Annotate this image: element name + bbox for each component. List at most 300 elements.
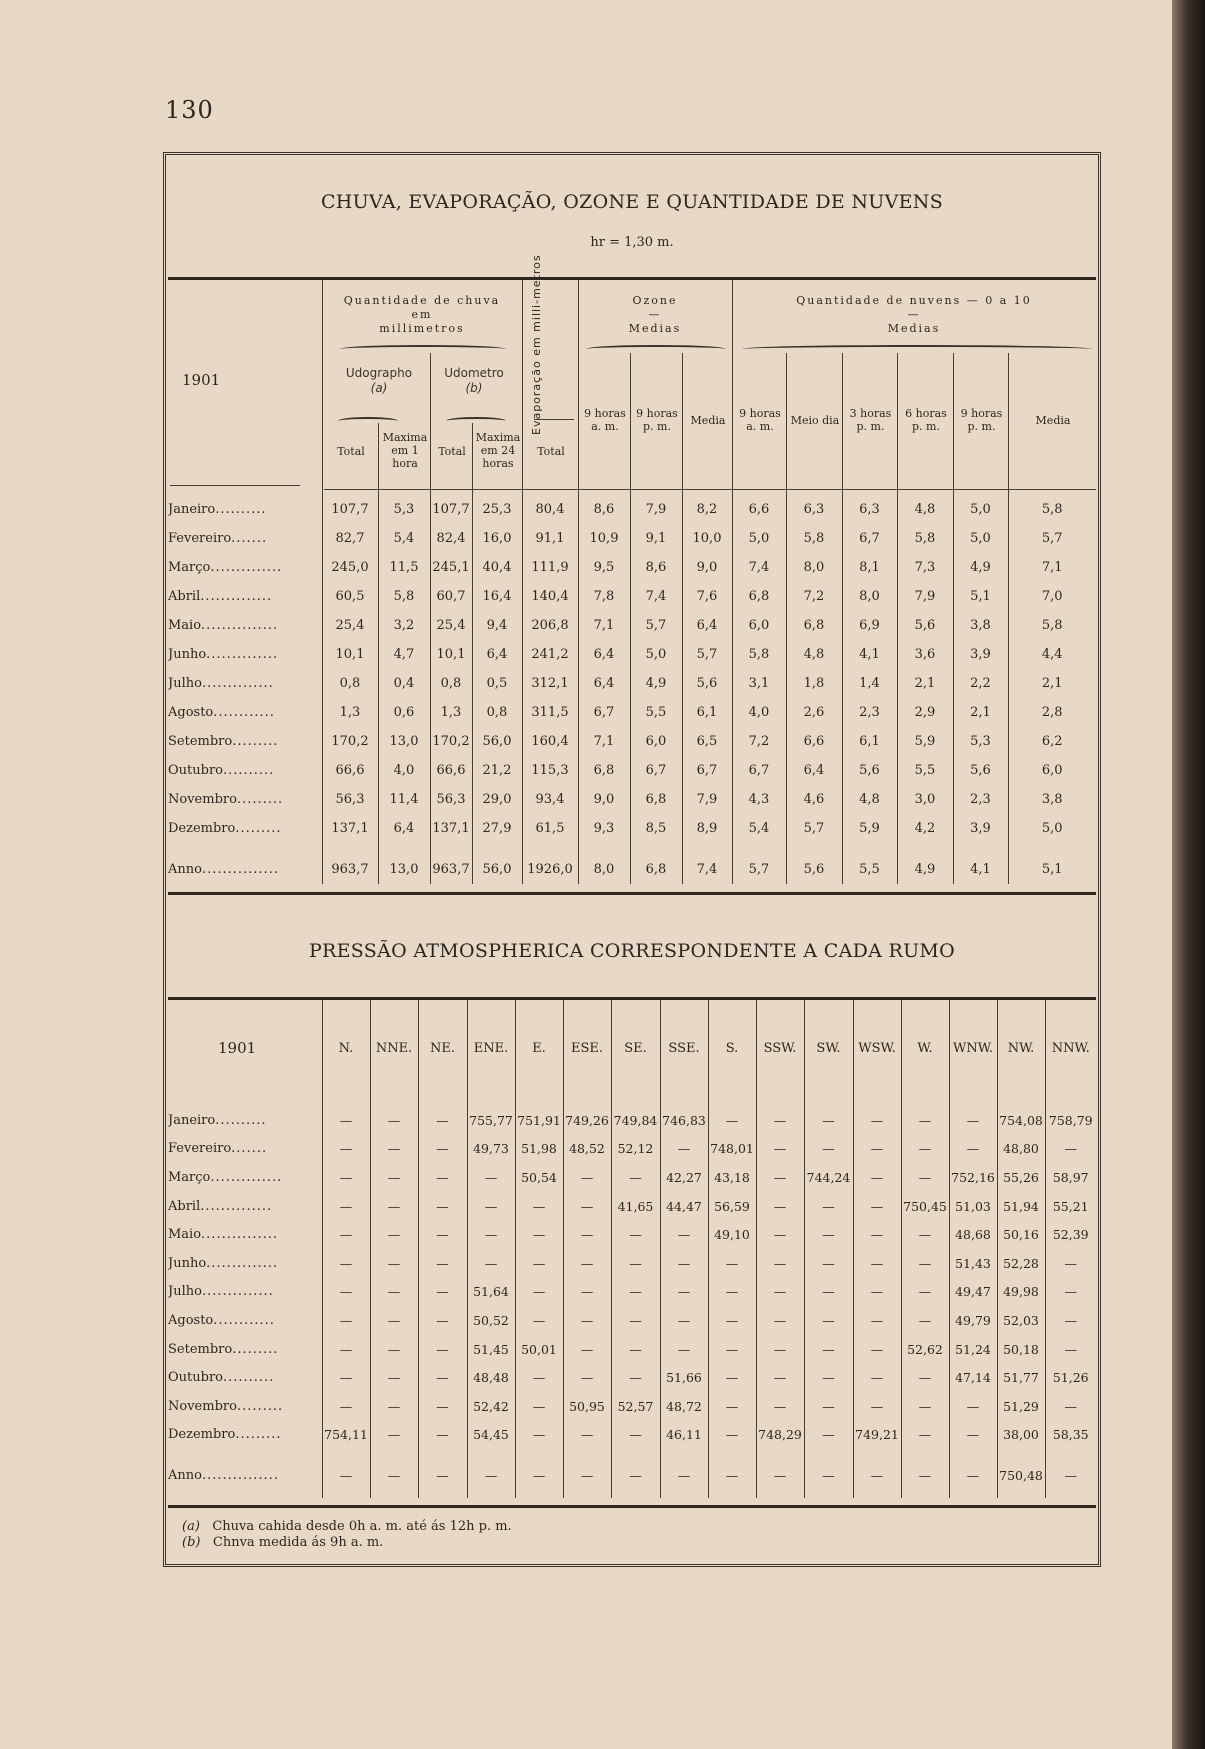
table-cell: 6,7: [630, 756, 682, 785]
row-label: Novembro.........: [168, 1398, 284, 1414]
table-cell: 5,7: [786, 814, 842, 843]
row-label: Junho..............: [168, 647, 279, 662]
table-row: [168, 1106, 1096, 1135]
table-cell: 4,2: [897, 814, 953, 843]
month-name: Novembro: [168, 792, 237, 807]
table-cell: —: [949, 1106, 997, 1135]
table-cell: —: [1045, 1278, 1096, 1307]
direction-header: SW.: [804, 1000, 853, 1096]
table-cell: 8,0: [842, 582, 897, 611]
table-cell: 4,4: [1008, 640, 1096, 669]
table-cell: 750,45: [901, 1192, 949, 1221]
table-cell: —: [901, 1421, 949, 1450]
header-udometro-note: (b): [465, 381, 483, 395]
table-cell: 0,8: [430, 669, 472, 698]
pressure-data-table: [168, 1096, 1096, 1498]
table-cell: —: [756, 1192, 804, 1221]
table-cell: 2,1: [1008, 669, 1096, 698]
table-cell: —: [370, 1392, 418, 1421]
table-row: [168, 1306, 1096, 1335]
header-quantidade-chuva: Quantidade de chuva: [343, 294, 501, 307]
direction-header: SSE.: [660, 1000, 708, 1096]
table-cell: 2,8: [1008, 698, 1096, 727]
table-cell: 6,0: [732, 611, 786, 640]
table-cell: 7,8: [578, 582, 630, 611]
table-cell: —: [804, 1106, 853, 1135]
table-cell: 6,7: [732, 756, 786, 785]
table-cell: 4,9: [897, 855, 953, 884]
table-cell: 10,9: [578, 524, 630, 553]
table-cell: 2,1: [953, 698, 1008, 727]
table-cell: 52,57: [611, 1392, 660, 1421]
table-cell: 2,2: [953, 669, 1008, 698]
row-label: Abril..............: [168, 589, 273, 604]
pressure-section-bottom-rule: [168, 1505, 1096, 1508]
row-label: Janeiro..........: [168, 502, 267, 517]
table-cell: —: [563, 1163, 611, 1192]
table-cell: 4,0: [732, 698, 786, 727]
row-label: Outubro..........: [168, 1370, 275, 1386]
table-cell: 4,1: [842, 640, 897, 669]
table-cell: —: [370, 1106, 418, 1135]
table-cell: 52,03: [997, 1306, 1045, 1335]
row-label: Fevereiro.......: [168, 531, 268, 546]
header-ozone-media: Media: [690, 414, 726, 427]
table-cell: —: [1045, 1135, 1096, 1164]
table-cell: —: [370, 1278, 418, 1307]
table-cell: 7,2: [786, 582, 842, 611]
table-cell: —: [804, 1335, 853, 1364]
table-cell: 4,7: [378, 640, 430, 669]
pressure-header-table: [168, 1000, 1096, 1096]
row-label: Setembro.........: [168, 1341, 279, 1357]
table-cell: 6,4: [578, 669, 630, 698]
pressure-section-title: PRESSÃO ATMOSPHERICA CORRESPONDENTE A CADA RUMO: [308, 940, 956, 962]
table-cell: 0,8: [472, 698, 522, 727]
month-name: Junho: [168, 647, 207, 662]
month-name: Março: [168, 560, 211, 575]
table-cell: 5,7: [1008, 524, 1096, 553]
table-cell: —: [853, 1461, 901, 1490]
header-ozone-medias: Medias: [628, 322, 682, 335]
row-label: Junho..............: [168, 1255, 279, 1271]
table-cell: —: [418, 1135, 467, 1164]
table-cell: 6,2: [1008, 727, 1096, 756]
table-cell: —: [563, 1192, 611, 1221]
table-cell: 107,7: [322, 495, 378, 524]
table-cell: 9,0: [682, 553, 732, 582]
table-cell: 6,3: [786, 495, 842, 524]
month-name: Dezembro: [168, 1427, 236, 1443]
table-cell: 50,18: [997, 1335, 1045, 1364]
header-ozone-9am: 9 horas a. m.: [584, 407, 626, 433]
table-cell: 91,1: [522, 524, 578, 553]
table-cell: 755,77: [467, 1106, 515, 1135]
table-cell: 7,2: [732, 727, 786, 756]
table-cell: 9,3: [578, 814, 630, 843]
table-cell: —: [418, 1278, 467, 1307]
table-cell: —: [563, 1278, 611, 1307]
table-cell: —: [370, 1461, 418, 1490]
table-cell: —: [418, 1363, 467, 1392]
table-cell: 44,47: [660, 1192, 708, 1221]
table-cell: —: [660, 1249, 708, 1278]
table-row: [168, 611, 1096, 640]
header-udometro-total: Total: [438, 445, 466, 458]
table-cell: 2,3: [842, 698, 897, 727]
table-cell: 66,6: [322, 756, 378, 785]
month-name: Fevereiro: [168, 1141, 232, 1157]
header-udometro: Udometro: [444, 366, 504, 380]
header-nuvens-9am: 9 horas a. m.: [739, 407, 781, 433]
table-cell: 5,8: [1008, 495, 1096, 524]
header-nuvens-dash: —: [907, 308, 921, 321]
table-cell: —: [563, 1220, 611, 1249]
table-row: [168, 1363, 1096, 1392]
table-cell: —: [1045, 1306, 1096, 1335]
table-row: [168, 1421, 1096, 1450]
table-cell: 754,08: [997, 1106, 1045, 1135]
table-cell: —: [322, 1306, 370, 1335]
table-cell: 51,43: [949, 1249, 997, 1278]
rain-data-table: [168, 495, 1096, 884]
table-cell: 51,26: [1045, 1363, 1096, 1392]
table-cell: 25,3: [472, 495, 522, 524]
table-row: [168, 1135, 1096, 1164]
table-cell: 6,4: [472, 640, 522, 669]
table-cell: —: [418, 1461, 467, 1490]
header-nuvens-medias: Medias: [887, 322, 941, 335]
month-name: Outubro: [168, 763, 223, 778]
table-cell: 4,9: [953, 553, 1008, 582]
table-cell: 60,5: [322, 582, 378, 611]
header-ozone-dash: —: [648, 308, 662, 321]
table-cell: 5,6: [682, 669, 732, 698]
table-cell: 5,6: [953, 756, 1008, 785]
table-cell: 744,24: [804, 1163, 853, 1192]
row-label: Dezembro.........: [168, 1427, 282, 1443]
table-cell: —: [515, 1278, 563, 1307]
row-label: Agosto............: [168, 1312, 275, 1328]
table-cell: —: [708, 1306, 756, 1335]
header-maxima-1h: Maxima em 1 hora: [382, 431, 428, 470]
table-cell: —: [322, 1106, 370, 1135]
footnote-b: (b) Chnva medida ás 9h a. m.: [182, 1535, 384, 1550]
direction-header: W.: [901, 1000, 949, 1096]
table-cell: 8,2: [682, 495, 732, 524]
table-cell: —: [611, 1249, 660, 1278]
table-cell: 6,8: [578, 756, 630, 785]
header-udographo-note: (a): [370, 381, 388, 395]
table-cell: —: [322, 1278, 370, 1307]
table-cell: 245,1: [430, 553, 472, 582]
table-cell: 48,80: [997, 1135, 1045, 1164]
rain-header-top-rule: [168, 277, 1096, 280]
rain-section-title: CHUVA, EVAPORAÇÃO, OZONE E QUANTIDADE DE NUVENS: [320, 191, 944, 213]
direction-header: NNW.: [1045, 1000, 1096, 1096]
direction-header: SSW.: [756, 1000, 804, 1096]
table-cell: 8,6: [578, 495, 630, 524]
month-name: Abril: [168, 1198, 201, 1214]
direction-header: WSW.: [853, 1000, 901, 1096]
table-cell: 16,4: [472, 582, 522, 611]
header-evaporacao: Evaporação em milli-metros: [530, 254, 543, 435]
table-cell: —: [418, 1249, 467, 1278]
month-name: Anno: [168, 1467, 202, 1483]
table-cell: 2,1: [897, 669, 953, 698]
table-cell: 750,48: [997, 1461, 1045, 1490]
table-cell: 746,83: [660, 1106, 708, 1135]
table-cell: —: [515, 1421, 563, 1450]
table-cell: —: [804, 1392, 853, 1421]
table-cell: 6,8: [630, 855, 682, 884]
table-cell: 6,4: [378, 814, 430, 843]
table-cell: 7,9: [682, 785, 732, 814]
table-cell: 7,1: [578, 727, 630, 756]
table-cell: —: [804, 1278, 853, 1307]
table-cell: —: [708, 1363, 756, 1392]
table-row: [168, 1392, 1096, 1421]
month-name: Julho: [168, 1284, 202, 1300]
table-cell: 160,4: [522, 727, 578, 756]
header-ozone-9pm: 9 horas p. m.: [636, 407, 678, 433]
row-label: Março..............: [168, 1169, 283, 1185]
header-nuvens: Quantidade de nuvens — 0 a 10: [796, 294, 1032, 307]
table-cell: 51,64: [467, 1278, 515, 1307]
table-cell: 50,01: [515, 1335, 563, 1364]
table-cell: 43,18: [708, 1163, 756, 1192]
table-cell: —: [418, 1392, 467, 1421]
table-cell: —: [949, 1421, 997, 1450]
header-nuvens-3pm: 3 horas p. m.: [849, 407, 892, 433]
table-cell: —: [467, 1192, 515, 1221]
table-cell: 5,8: [786, 524, 842, 553]
table-cell: 6,0: [1008, 756, 1096, 785]
table-cell: —: [756, 1249, 804, 1278]
table-cell: 4,1: [953, 855, 1008, 884]
row-label: Fevereiro.......: [168, 1141, 268, 1157]
table-cell: 51,77: [997, 1363, 1045, 1392]
table-row: [168, 727, 1096, 756]
row-label: Maio...............: [168, 1227, 279, 1243]
table-cell: 10,1: [430, 640, 472, 669]
table-cell: —: [370, 1306, 418, 1335]
table-cell: 5,0: [953, 524, 1008, 553]
month-name: Junho: [168, 1255, 207, 1271]
table-cell: 1,4: [842, 669, 897, 698]
row-label: Novembro.........: [168, 792, 284, 807]
table-cell: 49,73: [467, 1135, 515, 1164]
header-quantidade-chuva-mm: millimetros: [379, 322, 465, 335]
table-cell: 5,0: [1008, 814, 1096, 843]
table-cell: 25,4: [322, 611, 378, 640]
table-row: [168, 1220, 1096, 1249]
table-cell: 8,0: [786, 553, 842, 582]
table-cell: 5,4: [732, 814, 786, 843]
table-cell: 52,39: [1045, 1220, 1096, 1249]
table-cell: —: [370, 1421, 418, 1450]
table-row: [168, 669, 1096, 698]
table-row: [168, 582, 1096, 611]
table-cell: —: [322, 1163, 370, 1192]
table-cell: 50,95: [563, 1392, 611, 1421]
table-cell: 21,2: [472, 756, 522, 785]
table-cell: 3,9: [953, 640, 1008, 669]
header-nuvens-6pm: 6 horas p. m.: [905, 407, 947, 433]
table-cell: 60,7: [430, 582, 472, 611]
table-cell: 5,7: [682, 640, 732, 669]
table-cell: 56,59: [708, 1192, 756, 1221]
table-row: [168, 1249, 1096, 1278]
table-cell: 52,28: [997, 1249, 1045, 1278]
table-cell: 42,27: [660, 1163, 708, 1192]
table-cell: —: [853, 1163, 901, 1192]
table-cell: —: [804, 1461, 853, 1490]
header-evap-total: Total: [537, 445, 565, 458]
table-cell: —: [756, 1278, 804, 1307]
table-frame: [163, 152, 1101, 1567]
table-cell: 311,5: [522, 698, 578, 727]
table-cell: 58,97: [1045, 1163, 1096, 1192]
table-cell: —: [853, 1192, 901, 1221]
table-cell: 93,4: [522, 785, 578, 814]
table-cell: 6,6: [786, 727, 842, 756]
table-cell: —: [901, 1163, 949, 1192]
table-cell: —: [1045, 1249, 1096, 1278]
month-name: Outubro: [168, 1370, 223, 1386]
table-cell: 5,6: [786, 855, 842, 884]
table-cell: 9,5: [578, 553, 630, 582]
table-row: [168, 785, 1096, 814]
table-cell: 6,6: [732, 495, 786, 524]
table-cell: —: [949, 1461, 997, 1490]
table-cell: 963,7: [322, 855, 378, 884]
table-cell: 5,0: [630, 640, 682, 669]
header-udographo-total: Total: [337, 445, 365, 458]
table-cell: 3,8: [1008, 785, 1096, 814]
table-row: [168, 1335, 1096, 1364]
table-cell: 40,4: [472, 553, 522, 582]
table-cell: —: [756, 1106, 804, 1135]
table-cell: 6,5: [682, 727, 732, 756]
table-cell: —: [853, 1220, 901, 1249]
table-cell: —: [418, 1192, 467, 1221]
header-ozone: Ozone: [632, 294, 678, 307]
table-cell: 6,1: [682, 698, 732, 727]
direction-header: WNW.: [949, 1000, 997, 1096]
table-cell: 7,3: [897, 553, 953, 582]
month-name: Janeiro: [168, 1112, 216, 1128]
table-cell: 51,94: [997, 1192, 1045, 1221]
table-cell: —: [563, 1461, 611, 1490]
table-row: [168, 495, 1096, 524]
table-cell: —: [1045, 1392, 1096, 1421]
table-cell: —: [418, 1335, 467, 1364]
table-cell: 752,16: [949, 1163, 997, 1192]
table-row: [168, 1278, 1096, 1307]
table-cell: —: [418, 1220, 467, 1249]
table-cell: —: [322, 1335, 370, 1364]
month-name: Agosto: [168, 1312, 214, 1328]
table-cell: 6,4: [682, 611, 732, 640]
table-cell: 0,6: [378, 698, 430, 727]
month-name: Julho: [168, 676, 202, 691]
table-cell: —: [467, 1163, 515, 1192]
table-cell: —: [322, 1363, 370, 1392]
table-cell: —: [370, 1335, 418, 1364]
table-cell: 4,6: [786, 785, 842, 814]
table-cell: 749,26: [563, 1106, 611, 1135]
table-cell: —: [708, 1392, 756, 1421]
table-cell: —: [853, 1135, 901, 1164]
row-label: Anno...............: [168, 862, 279, 877]
table-cell: —: [756, 1363, 804, 1392]
table-cell: 5,4: [378, 524, 430, 553]
table-cell: 50,16: [997, 1220, 1045, 1249]
table-cell: 5,0: [953, 495, 1008, 524]
table-cell: 2,9: [897, 698, 953, 727]
table-cell: —: [611, 1306, 660, 1335]
table-cell: 5,7: [630, 611, 682, 640]
table-cell: —: [563, 1421, 611, 1450]
table-cell: 170,2: [430, 727, 472, 756]
row-label: Agosto............: [168, 705, 275, 720]
table-cell: 51,45: [467, 1335, 515, 1364]
table-cell: 41,65: [611, 1192, 660, 1221]
table-cell: 312,1: [522, 669, 578, 698]
table-cell: 8,9: [682, 814, 732, 843]
month-name: Fevereiro: [168, 531, 232, 546]
table-cell: —: [515, 1392, 563, 1421]
table-cell: 3,0: [897, 785, 953, 814]
table-cell: 7,1: [1008, 553, 1096, 582]
table-cell: —: [611, 1461, 660, 1490]
table-cell: 25,4: [430, 611, 472, 640]
table-cell: 38,00: [997, 1421, 1045, 1450]
table-cell: 66,6: [430, 756, 472, 785]
table-cell: 7,6: [682, 582, 732, 611]
table-cell: 5,5: [630, 698, 682, 727]
direction-header: SE.: [611, 1000, 660, 1096]
table-cell: —: [660, 1306, 708, 1335]
table-cell: 6,3: [842, 495, 897, 524]
table-cell: —: [370, 1220, 418, 1249]
row-label: Outubro..........: [168, 763, 275, 778]
table-cell: 5,8: [897, 524, 953, 553]
table-cell: —: [322, 1392, 370, 1421]
table-cell: 7,9: [630, 495, 682, 524]
table-cell: 4,9: [630, 669, 682, 698]
table-cell: 111,9: [522, 553, 578, 582]
table-cell: —: [322, 1192, 370, 1221]
table-cell: 11,5: [378, 553, 430, 582]
table-cell: 1,3: [430, 698, 472, 727]
table-cell: 963,7: [430, 855, 472, 884]
table-cell: —: [901, 1363, 949, 1392]
table-cell: 5,0: [732, 524, 786, 553]
table-cell: —: [756, 1163, 804, 1192]
table-cell: —: [804, 1135, 853, 1164]
rain-annual-row: [168, 855, 1096, 884]
table-cell: —: [418, 1163, 467, 1192]
table-cell: —: [756, 1220, 804, 1249]
table-cell: 7,0: [1008, 582, 1096, 611]
table-cell: 6,0: [630, 727, 682, 756]
table-cell: —: [370, 1363, 418, 1392]
table-cell: —: [756, 1461, 804, 1490]
table-cell: —: [515, 1220, 563, 1249]
table-cell: —: [563, 1363, 611, 1392]
